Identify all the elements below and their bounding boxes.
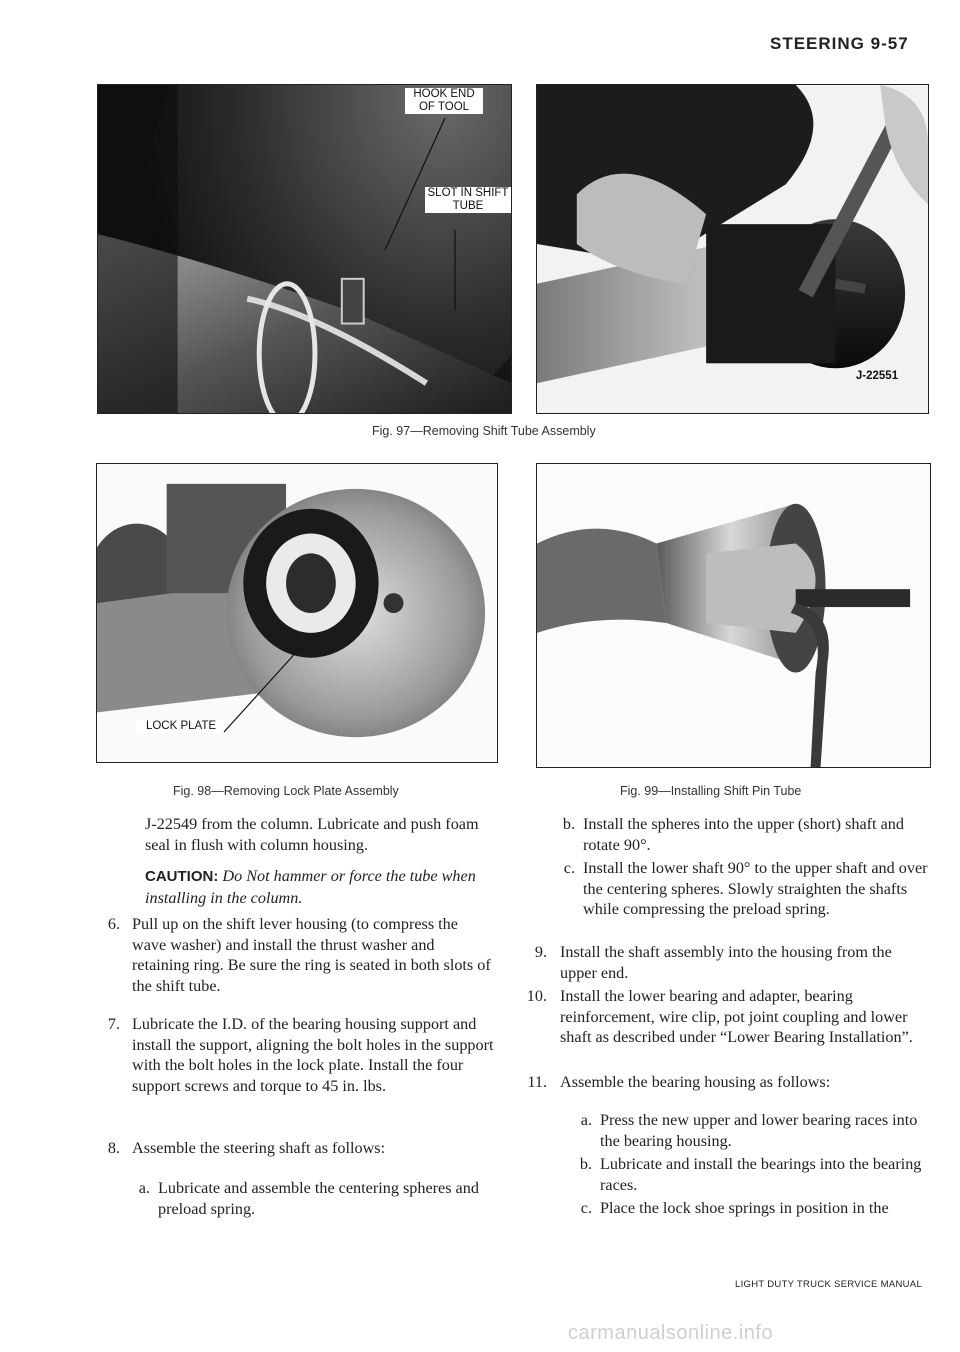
step8-text: Assemble the steering shaft as follows:	[132, 1139, 386, 1157]
step8c-num: c.	[563, 859, 575, 877]
step7-num: 7.	[107, 1015, 120, 1033]
page-title: STEERING 9-57	[770, 34, 909, 53]
step8b-num: b.	[562, 815, 575, 833]
step11-num: 11.	[527, 1073, 547, 1091]
step6-text: Pull up on the shift lever housing (to compress the wave washer) and install the thrust washer and retaining ring. Be sure the ring is seated in both slots of the shift tube.	[132, 915, 491, 995]
callout-hook-end: HOOK END OF TOOL	[405, 88, 483, 114]
step11-text: Assemble the bearing housing as follows:	[560, 1073, 831, 1091]
step7-text: Lubricate the I.D. of the bearing housing support and install the support, aligning the bolt holes in the support with the bolt holes in the lock plate. Install the four support screws and torque to 45 in. lbs.	[132, 1015, 494, 1095]
step8a-text: Lubricate and assemble the centering spheres and preload spring.	[158, 1179, 479, 1218]
step11b-text: Lubricate and install the bearings into the bearing races.	[600, 1155, 922, 1194]
step6-num: 6.	[107, 915, 120, 933]
step9-num: 9.	[534, 943, 547, 961]
intro-paragraph: J-22549 from the column. Lubricate and push foam seal in flush with column housing.	[145, 815, 479, 854]
fig99-photo	[536, 463, 931, 768]
lock-leader	[220, 640, 310, 740]
step10-num: 10.	[526, 987, 547, 1005]
tool-label: J-22551	[855, 370, 899, 382]
step8a-num: a.	[138, 1179, 150, 1197]
step11c-num: c.	[580, 1199, 592, 1217]
step8-num: 8.	[107, 1139, 120, 1157]
manual-footer: LIGHT DUTY TRUCK SERVICE MANUAL	[735, 1279, 923, 1290]
tool-photo	[537, 85, 928, 413]
step11c-text: Place the lock shoe springs in position in the	[600, 1199, 889, 1217]
step10-text: Install the lower bearing and adapter, bearing reinforcement, wire clip, pot joint coupling and lower shaft as described under “Lower Bearing Installation”.	[560, 987, 913, 1046]
step8c-text: Install the lower shaft 90° to the upper shaft and over the centering spheres. Slowly straighten the shafts while compressing the preload spring.	[583, 859, 928, 918]
shift-pin-tube-photo	[537, 464, 930, 767]
step11a-text: Press the new upper and lower bearing races into the bearing housing.	[600, 1111, 918, 1150]
caution-label: CAUTION:	[145, 868, 219, 885]
caution-block	[145, 866, 485, 908]
step8b-text: Install the spheres into the upper (short) shaft and rotate 90°.	[583, 815, 904, 854]
caution-text: Do Not hammer or force the tube when installing in the column.	[145, 867, 476, 907]
fig99-caption: Fig. 99—Installing Shift Pin Tube	[620, 784, 802, 798]
callout-slot: SLOT IN SHIFT TUBE	[425, 187, 511, 213]
step11a-num: a.	[580, 1111, 592, 1129]
fig98-caption: Fig. 98—Removing Lock Plate Assembly	[173, 784, 399, 798]
step9-text: Install the shaft assembly into the housing from the upper end.	[560, 943, 892, 982]
callout-lock-plate: LOCK PLATE	[136, 720, 226, 733]
watermark: carmanualsonline.info	[568, 1322, 774, 1344]
fig97-photo-right	[536, 84, 929, 414]
step11b-num: b.	[579, 1155, 592, 1173]
fig97-caption: Fig. 97—Removing Shift Tube Assembly	[372, 424, 596, 438]
callout-leaders	[330, 110, 530, 330]
